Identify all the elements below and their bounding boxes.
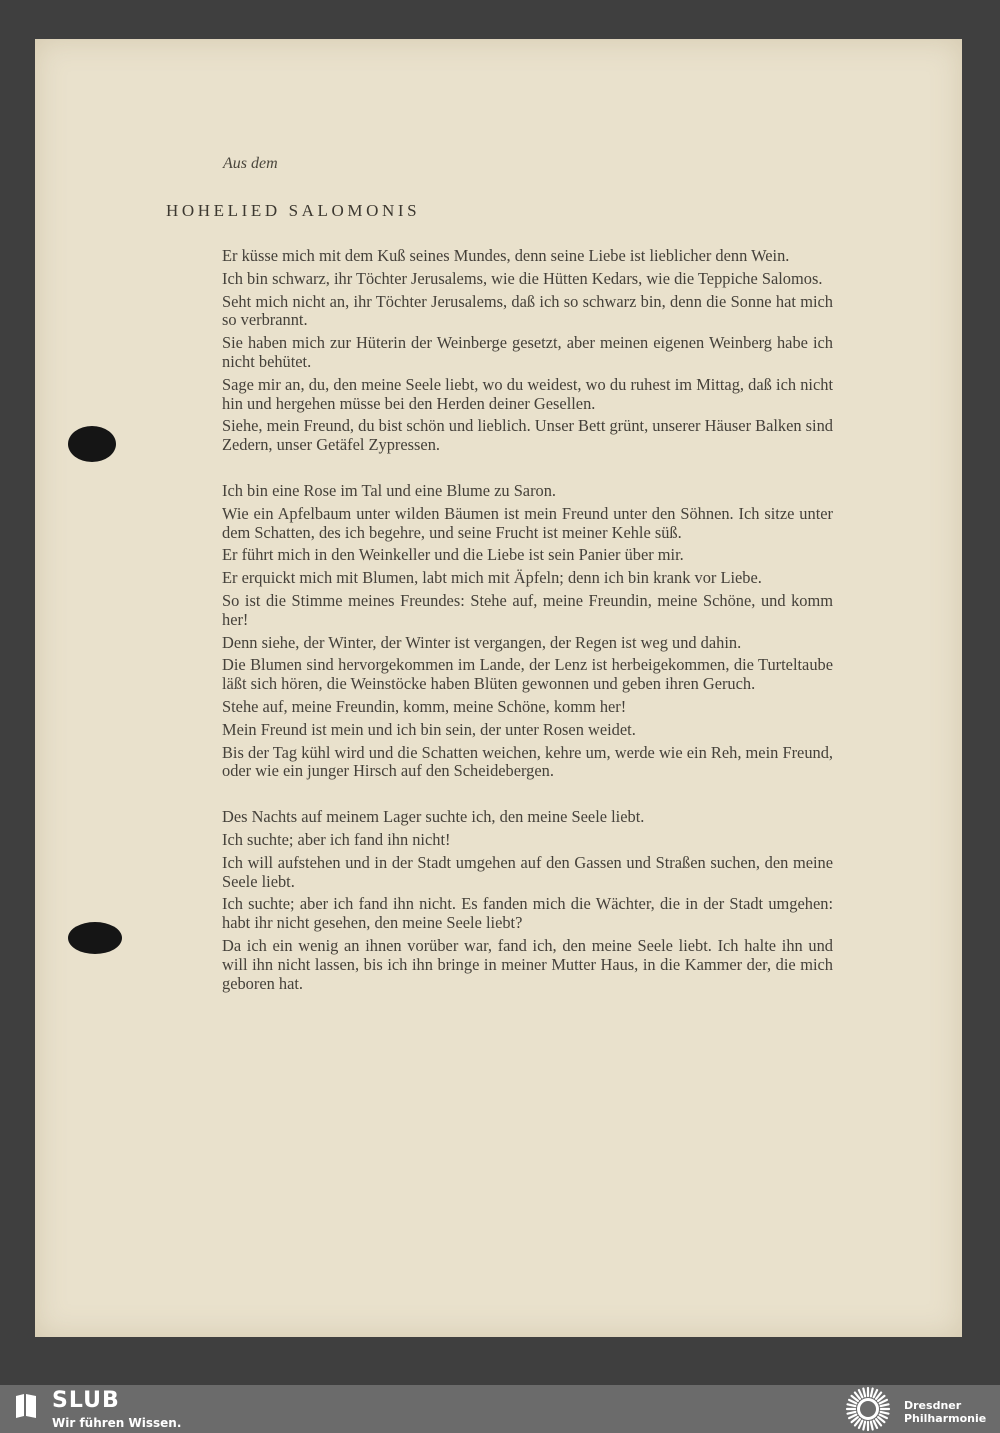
page-subtitle: Aus dem <box>223 155 278 172</box>
scanned-page <box>35 39 962 1337</box>
partner-name-line1: Dresdner <box>904 1399 962 1412</box>
partner-name-line2: Philharmonie <box>904 1412 987 1425</box>
verse: Er küsse mich mit dem Kuß seines Mundes, denn seine Liebe ist lieblicher denn Wein. <box>222 246 790 265</box>
verse: Des Nachts auf meinem Lager suchte ich, den meine Seele liebt. <box>222 807 645 827</box>
section-2 <box>222 482 833 781</box>
verse: Sage mir an, du, den meine Seele liebt, wo du weidest, wo du ruhest im Mittag, daß ich nicht hin und hergehen müsse bei den Herden deiner Gesellen. <box>222 374 833 413</box>
verse: Er führt mich in den Weinkeller und die Liebe ist sein Panier über mir. <box>222 545 684 565</box>
slub-tagline: Wir führen Wissen. <box>52 1416 182 1430</box>
verse: So ist die Stimme meines Freundes: Stehe auf, meine Freundin, meine Schöne, und komm her! <box>222 590 833 629</box>
verse: Da ich ein wenig an ihnen vorüber war, fand ich, den meine Seele liebt. Ich halte ihn und will ihn nicht lassen, bis ich ihn bringe in meiner Mutter Haus, in die Kammer der, die mich geboren hat. <box>222 935 833 993</box>
book-icon <box>13 1392 39 1420</box>
verse: Bis der Tag kühl wird und die Schatten weichen, kehre um, werde wie ein Reh, mein Freund, oder wie ein junger Hirsch auf den Scheidebergen. <box>222 742 833 781</box>
verse: Ich bin schwarz, ihr Töchter Jerusalems, wie die Hütten Kedars, wie die Teppiche Salomos. <box>222 268 823 288</box>
verse: Ich suchte; aber ich fand ihn nicht. Es fanden mich die Wächter, die in der Stadt umgehen: habt ihr nicht gesehen, den meine Seele liebt? <box>222 894 833 933</box>
verse: Sie haben mich zur Hüterin der Weinberge gesetzt, aber meinen eigenen Weinberg habe ich nicht behütet. <box>222 333 833 371</box>
viewer-footer <box>0 1385 1000 1433</box>
body-text <box>222 247 833 997</box>
verse: Stehe auf, meine Freundin, komm, meine Schöne, komm her! <box>222 696 627 716</box>
sunburst-logo-icon[interactable] <box>842 1385 894 1433</box>
verse: Mein Freund ist mein und ich bin sein, der unter Rosen weidet. <box>222 719 636 739</box>
punch-hole <box>68 922 122 954</box>
section-3 <box>222 808 833 993</box>
verse: Die Blumen sind hervorgekommen im Lande, der Lenz ist herbeigekommen, die Turteltaube läßt sich hören, die Weinstöcke haben Blüten gewonnen und geben ihren Geruch. <box>222 655 833 694</box>
verse: Siehe, mein Freund, du bist schön und lieblich. Unser Bett grünt, unserer Häuser Balken sind Zedern, unser Getäfel Zypressen. <box>222 416 833 455</box>
page-title: HOHELIED SALOMONIS <box>166 201 421 220</box>
verse: Seht mich nicht an, ihr Töchter Jerusalems, daß ich so schwarz bin, denn die Sonne hat mich so verbrannt. <box>222 291 833 330</box>
slub-logo-text[interactable]: SLUB <box>52 1388 120 1413</box>
verse: Er erquickt mich mit Blumen, labt mich mit Äpfeln; denn ich bin krank vor Liebe. <box>222 568 762 588</box>
verse: Ich bin eine Rose im Tal und eine Blume zu Saron. <box>222 480 557 500</box>
section-1 <box>222 247 833 455</box>
verse: Ich suchte; aber ich fand ihn nicht! <box>222 829 451 849</box>
punch-hole <box>68 426 116 462</box>
verse: Ich will aufstehen und in der Stadt umgehen auf den Gassen und Straßen suchen, den meine Seele liebt. <box>222 852 833 891</box>
verse: Wie ein Apfelbaum unter wilden Bäumen ist mein Freund unter den Söhnen. Ich sitze unter dem Schatten, des ich begehre, und seine Frucht ist meiner Kehle süß. <box>222 503 833 542</box>
partner-name <box>904 1399 986 1425</box>
verse: Denn siehe, der Winter, der Winter ist vergangen, der Regen ist weg und dahin. <box>222 632 742 652</box>
